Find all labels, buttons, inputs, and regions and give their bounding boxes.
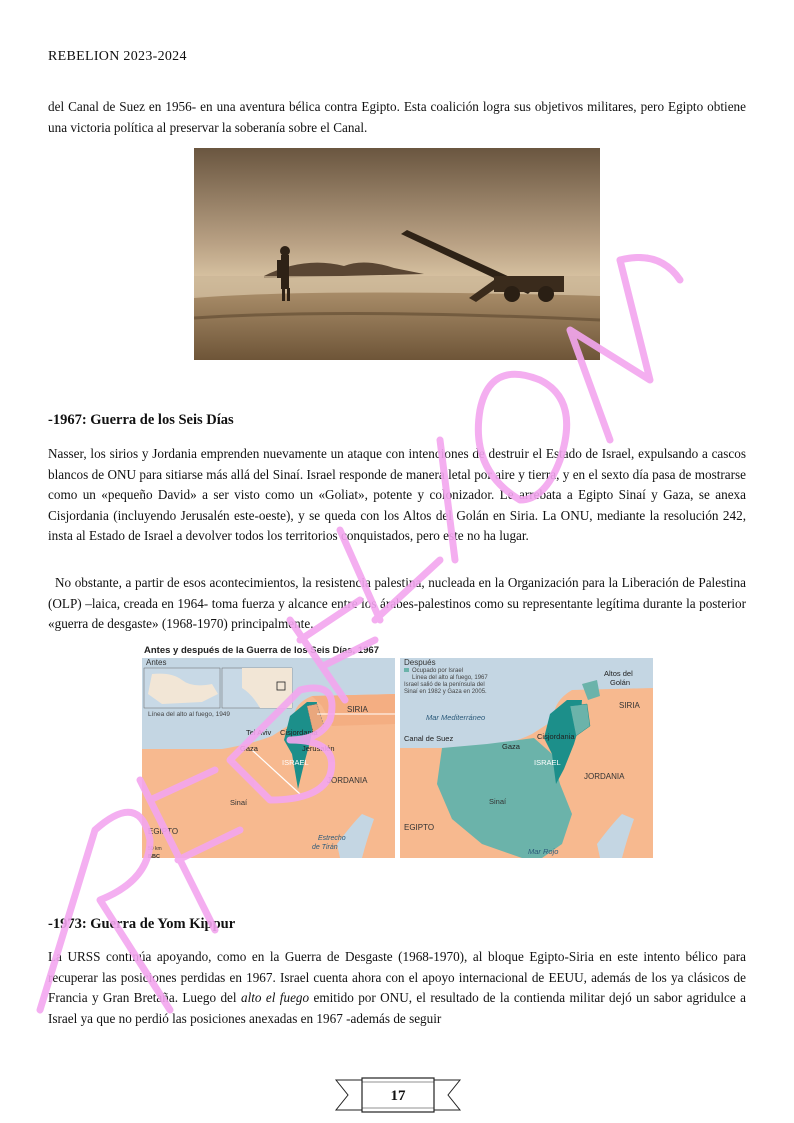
heading-1973: -1973: Guerra de Yom Kippur: [48, 916, 236, 932]
right-caption: Después: [404, 658, 436, 667]
label-altos2: Golán: [610, 678, 631, 687]
left-caption: Antes: [146, 658, 167, 667]
paragraph-yom-kippur: [48, 947, 746, 1029]
map-before: [142, 658, 395, 858]
label-mar-med: Mar Mediterráneo: [426, 713, 486, 722]
artillery-photo: [194, 148, 600, 360]
label-israel-left: ISRAEL: [282, 758, 309, 767]
label-canal: Canal de Suez: [404, 734, 454, 743]
label-egipto-left: EGIPTO: [148, 827, 179, 836]
paragraph-olp: No obstante, a partir de esos acontecimientos, la resistencia palestina, nucleada en la Organización para la Liberación de Palestina (OLP) –laica, creada en 1964- toma fuerza y alcance entre los árabes-palestinos como su representante legítima durante la posterior «guerra de desgaste» (1968-1970) principalmente.: [48, 575, 746, 631]
left-legend: Línea del alto al fuego, 1949: [148, 711, 231, 718]
paragraph-six-day-war: Nasser, los sirios y Jordania emprenden nuevamente un ataque con intenciones de destruir el Estado de Israel, expulsando a cascos blancos de ONU para sitiarse más allá del Sinaí. Israel responde de manera letal por aire y tierra, y en el sexto día pasa de mostrarse como un «pequeño David» a ser visto como un «Goliat», potente y colonizador. Le arrebata a Egipto Sinaí y Gaza, se anexa Cisjordania (incluyendo Jerusalén este-oeste), y se queda con los Altos del Golán en Siria. La ONU, mediante la resolución 242, insta al Estado de Israel a devolver todos los territorios conquistados, pero este no ha lugar.: [48, 446, 746, 543]
label-cisjordania-left: Cisjordania: [280, 728, 318, 737]
label-jordania-right: JORDANIA: [584, 772, 625, 781]
label-egipto-right: EGIPTO: [404, 823, 435, 832]
heading-1967: -1967: Guerra de los Seis Días: [48, 412, 234, 428]
label-bbc: BBC: [148, 854, 160, 858]
label-jerusalen-left: Jerusalén: [302, 744, 335, 753]
label-cisjordania-right: Cisjordania: [537, 732, 575, 741]
label-altos1: Altos del: [604, 669, 633, 678]
page-number: 17: [390, 1088, 406, 1104]
label-siria-right: SIRIA: [619, 701, 640, 710]
p4-text-b: emitido por ONU, el resultado de la contienda militar dejó un sabor agridulce a Israel ya que no perdió las posiciones anexadas en 1967 -además de seguir: [48, 990, 746, 1026]
label-siria-left: SIRIA: [347, 705, 368, 714]
map-title: Antes y después de la Guerra de los Seis Días, 1967: [144, 645, 379, 656]
right-legend2: Línea del alto al fuego, 1967: [412, 675, 488, 681]
label-tiran2: de Tirán: [312, 844, 338, 851]
label-israel-right: ISRAEL: [534, 758, 561, 767]
label-jordania-left: JORDANIA: [327, 776, 368, 785]
label-tiran1: Estrecho: [318, 835, 346, 842]
six-day-war-map: [142, 644, 653, 858]
right-legend3: Israel salió de la península del: [404, 682, 485, 688]
running-header: REBELION 2023-2024: [48, 49, 187, 64]
label-sinai-right: Sinaí: [489, 797, 507, 806]
label-gaza-right: Gaza: [502, 742, 520, 751]
right-legend1: Ocupado por Israel: [412, 668, 464, 674]
map-after: [400, 658, 653, 858]
p4-text-a: La URSS continúa apoyando, como en la Guerra de Desgaste (1968-1970), al bloque Egipto-Siria en este intento bélico para recuperar las posiciones perdidas en 1967. Israel cuenta ahora con el apoyo internacional de EEUU, además de los ya clásicos de Francia y Gran Bretaña. Luego del: [48, 949, 746, 1005]
label-mar-rojo: Mar Rojo: [528, 847, 559, 856]
label-sinai-left: Sinaí: [230, 798, 248, 807]
right-legend4: Sinaí en 1982 y Gaza en 2005.: [404, 689, 487, 695]
label-telaviv-left: Tel Aviv: [246, 728, 272, 737]
label-scale: 50 km: [148, 846, 162, 852]
label-gaza-left: Gaza: [240, 744, 258, 753]
paragraph-suez: del Canal de Suez en 1956- en una aventura bélica contra Egipto. Esta coalición logra sus objetivos militares, pero Egipto obtiene una victoria política al preservar la soberanía sobre el Canal.: [48, 99, 746, 135]
p4-emphasis: alto el fuego: [240, 990, 310, 1005]
page-number-ribbon: [334, 1076, 462, 1114]
